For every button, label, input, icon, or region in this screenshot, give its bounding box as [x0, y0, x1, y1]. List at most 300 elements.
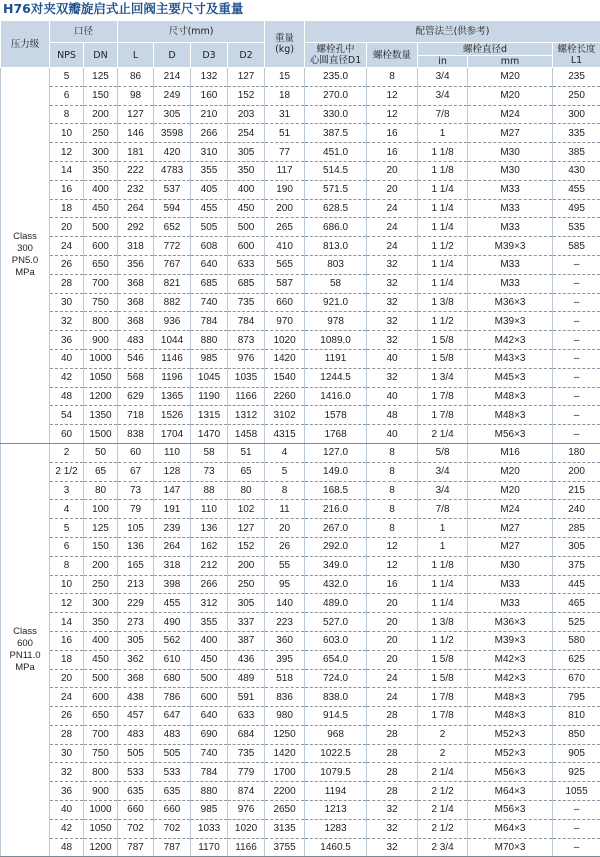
table-cell: 610 — [154, 650, 191, 669]
table-cell: 652 — [154, 218, 191, 237]
table-cell: – — [553, 406, 600, 425]
table-cell: 73 — [191, 462, 228, 481]
header-dimensions: 尺寸(mm) — [118, 21, 265, 43]
table-cell: 11 — [265, 500, 305, 519]
table-cell: 16 — [367, 124, 418, 143]
table-cell: 285 — [553, 519, 600, 538]
table-cell: 60 — [118, 443, 154, 462]
table-cell: 250 — [553, 86, 600, 105]
table-row — [1, 594, 600, 613]
table-cell: 784 — [191, 763, 228, 782]
table-cell: 250 — [84, 575, 118, 594]
table-cell: M24 — [468, 500, 553, 519]
table-cell: 6 — [50, 86, 84, 105]
table-cell: 266 — [191, 575, 228, 594]
header-bore: 口径 — [50, 21, 118, 43]
table-cell: 387.5 — [305, 124, 367, 143]
table-cell: 14 — [50, 613, 84, 632]
table-cell: 660 — [154, 801, 191, 820]
table-cell: 1 7/8 — [418, 406, 468, 425]
table-cell: 30 — [50, 293, 84, 312]
table-cell: 2 1/2 — [418, 782, 468, 801]
table-cell: 127.0 — [305, 443, 367, 462]
pressure-class-line: PN11.0 — [1, 650, 49, 662]
table-cell: 8 — [50, 105, 84, 124]
table-cell: 162 — [191, 537, 228, 556]
table-cell: 8 — [367, 519, 418, 538]
table-cell: 102 — [228, 500, 265, 519]
table-cell: 2 — [418, 725, 468, 744]
table-cell: 1050 — [84, 368, 118, 387]
table-cell: 483 — [118, 725, 154, 744]
table-cell: 740 — [191, 744, 228, 763]
table-cell: 750 — [84, 744, 118, 763]
table-cell: – — [553, 801, 600, 820]
table-cell: 20 — [367, 613, 418, 632]
table-cell: 702 — [154, 819, 191, 838]
table-cell: 125 — [84, 68, 118, 87]
table-cell: 660 — [118, 801, 154, 820]
table-cell: 150 — [84, 86, 118, 105]
table-cell: 1 — [418, 124, 468, 143]
table-cell: 1250 — [265, 725, 305, 744]
table-cell: 489.0 — [305, 594, 367, 613]
table-cell: 1460.5 — [305, 838, 367, 857]
table-cell: 400 — [228, 180, 265, 199]
table-row — [1, 368, 600, 387]
table-cell: 127 — [118, 105, 154, 124]
table-cell: 28 — [367, 744, 418, 763]
table-cell: 1166 — [228, 387, 265, 406]
table-cell: M48×3 — [468, 406, 553, 425]
table-cell: 1079.5 — [305, 763, 367, 782]
table-cell: 8 — [50, 556, 84, 575]
table-row — [1, 425, 600, 444]
table-cell: 232 — [118, 180, 154, 199]
table-cell: 136 — [191, 519, 228, 538]
table-cell: 432.0 — [305, 575, 367, 594]
table-cell: 28 — [367, 782, 418, 801]
table-cell: 1470 — [191, 425, 228, 444]
table-cell: 95 — [265, 575, 305, 594]
table-cell: 60 — [50, 425, 84, 444]
table-cell: 229 — [118, 594, 154, 613]
pressure-class-line: 600 — [1, 638, 49, 650]
header-nps: NPS — [50, 43, 84, 68]
table-cell: 350 — [84, 161, 118, 180]
table-cell: M56×3 — [468, 763, 553, 782]
table-cell: 318 — [118, 237, 154, 256]
table-cell: 12 — [50, 594, 84, 613]
table-cell: 20 — [50, 218, 84, 237]
table-row — [1, 406, 600, 425]
table-row — [1, 218, 600, 237]
table-cell: 312 — [191, 594, 228, 613]
pressure-class-line: 300 — [1, 243, 49, 255]
table-cell: 750 — [84, 293, 118, 312]
table-cell: 50 — [84, 443, 118, 462]
table-row — [1, 707, 600, 726]
table-cell: 1044 — [154, 331, 191, 350]
table-cell: 165 — [118, 556, 154, 575]
table-cell: 350 — [228, 161, 265, 180]
table-cell: 850 — [553, 725, 600, 744]
table-cell: M33 — [468, 180, 553, 199]
table-cell: 300 — [84, 143, 118, 162]
table-row — [1, 331, 600, 350]
table-cell: 1704 — [154, 425, 191, 444]
table-cell: 42 — [50, 368, 84, 387]
table-row — [1, 744, 600, 763]
table-cell: 1 1/4 — [418, 199, 468, 218]
table-cell: 305 — [553, 537, 600, 556]
table-cell: 3102 — [265, 406, 305, 425]
table-cell: 28 — [367, 763, 418, 782]
table-cell: 8 — [265, 481, 305, 500]
table-cell: 1200 — [84, 387, 118, 406]
table-cell: 36 — [50, 331, 84, 350]
table-cell: 385 — [553, 143, 600, 162]
table-cell: 152 — [228, 86, 265, 105]
table-cell: 168.5 — [305, 481, 367, 500]
table-cell: M36×3 — [468, 293, 553, 312]
table-cell: 48 — [50, 838, 84, 857]
table-cell: 2 — [50, 443, 84, 462]
table-cell: 1166 — [228, 838, 265, 857]
table-cell: 152 — [228, 537, 265, 556]
table-cell: 976 — [228, 801, 265, 820]
table-cell: 136 — [118, 537, 154, 556]
table-cell: 4 — [50, 500, 84, 519]
table-cell: 355 — [191, 161, 228, 180]
table-cell: 79 — [118, 500, 154, 519]
table-cell: 26 — [265, 537, 305, 556]
table-cell: 1 — [418, 519, 468, 538]
table-cell: 215 — [553, 481, 600, 500]
table-cell: 3598 — [154, 124, 191, 143]
table-cell: 1350 — [84, 406, 118, 425]
table-cell: 398 — [154, 575, 191, 594]
table-cell: 20 — [50, 669, 84, 688]
table-cell: 1540 — [265, 368, 305, 387]
table-cell: 420 — [154, 143, 191, 162]
table-cell: 640 — [191, 255, 228, 274]
table-cell: 300 — [553, 105, 600, 124]
table-cell: 368 — [118, 669, 154, 688]
table-row — [1, 349, 600, 368]
header-bolt-circle-line2: 心圆直径D1 — [310, 55, 361, 66]
table-cell: 24 — [50, 237, 84, 256]
table-cell: 400 — [191, 631, 228, 650]
table-cell: 772 — [154, 237, 191, 256]
table-cell: 4783 — [154, 161, 191, 180]
table-cell: 836 — [265, 688, 305, 707]
table-cell: 88 — [191, 481, 228, 500]
table-row — [1, 782, 600, 801]
table-cell: 28 — [50, 274, 84, 293]
table-row — [1, 462, 600, 481]
table-cell: 355 — [191, 613, 228, 632]
table-cell: 26 — [50, 707, 84, 726]
table-cell: 3/4 — [418, 481, 468, 500]
table-cell: 20 — [367, 594, 418, 613]
table-cell: – — [553, 387, 600, 406]
table-cell: 600 — [84, 237, 118, 256]
table-cell: 795 — [553, 688, 600, 707]
table-cell: 1700 — [265, 763, 305, 782]
table-cell: 500 — [191, 669, 228, 688]
table-cell: 580 — [553, 631, 600, 650]
table-cell: 40 — [50, 349, 84, 368]
table-cell: 24 — [50, 688, 84, 707]
table-cell: 8 — [367, 500, 418, 519]
table-cell: – — [553, 838, 600, 857]
table-cell: 14 — [50, 161, 84, 180]
table-cell: 387 — [228, 631, 265, 650]
table-cell: 110 — [154, 443, 191, 462]
table-cell: 58 — [191, 443, 228, 462]
table-cell: 1089.0 — [305, 331, 367, 350]
table-cell: 650 — [84, 255, 118, 274]
table-cell: 1315 — [191, 406, 228, 425]
table-cell: 349.0 — [305, 556, 367, 575]
table-cell: 810 — [553, 707, 600, 726]
table-cell: 2 1/4 — [418, 801, 468, 820]
table-cell: 2 1/4 — [418, 763, 468, 782]
table-cell: 368 — [118, 312, 154, 331]
table-cell: M36×3 — [468, 613, 553, 632]
pressure-class-line: Class — [1, 231, 49, 243]
table-cell: 625 — [553, 650, 600, 669]
table-cell: 105 — [118, 519, 154, 538]
table-row — [1, 688, 600, 707]
table-cell: 784 — [191, 312, 228, 331]
table-cell: 600 — [228, 237, 265, 256]
table-cell: 803 — [305, 255, 367, 274]
table-cell: 650 — [84, 707, 118, 726]
table-cell: 24 — [367, 199, 418, 218]
table-cell: 310 — [191, 143, 228, 162]
table-cell: 1 1/2 — [418, 312, 468, 331]
table-cell: M30 — [468, 556, 553, 575]
table-cell: 28 — [367, 707, 418, 726]
table-cell: 1020 — [265, 331, 305, 350]
table-cell: 985 — [191, 349, 228, 368]
table-cell: 16 — [367, 143, 418, 162]
table-cell: 438 — [118, 688, 154, 707]
table-cell: 65 — [84, 462, 118, 481]
table-cell: 483 — [118, 331, 154, 350]
header-d: D — [154, 43, 191, 68]
table-cell: 914.5 — [305, 707, 367, 726]
table-cell: 214 — [154, 68, 191, 87]
table-cell: – — [553, 293, 600, 312]
table-cell: M42×3 — [468, 669, 553, 688]
table-cell: M33 — [468, 199, 553, 218]
table-cell: 1 1/2 — [418, 237, 468, 256]
table-header — [1, 21, 600, 68]
table-cell: 51 — [265, 124, 305, 143]
table-cell: 32 — [367, 312, 418, 331]
table-cell: 400 — [84, 180, 118, 199]
table-cell: 976 — [228, 349, 265, 368]
table-cell: 628.5 — [305, 199, 367, 218]
header-mm: mm — [468, 56, 553, 68]
table-cell: 1 7/8 — [418, 688, 468, 707]
table-cell: 735 — [228, 744, 265, 763]
table-cell: – — [553, 331, 600, 350]
table-cell: 1 1/8 — [418, 143, 468, 162]
table-cell: 1194 — [305, 782, 367, 801]
table-cell: 686.0 — [305, 218, 367, 237]
dimensions-table — [0, 20, 600, 857]
table-cell: 980 — [265, 707, 305, 726]
table-cell: 514.5 — [305, 161, 367, 180]
table-cell: M64×3 — [468, 782, 553, 801]
table-cell: 1 1/2 — [418, 631, 468, 650]
table-row — [1, 161, 600, 180]
table-cell: 250 — [84, 124, 118, 143]
table-cell: 200 — [265, 199, 305, 218]
table-cell: M39×3 — [468, 237, 553, 256]
table-cell: 450 — [84, 650, 118, 669]
table-row — [1, 105, 600, 124]
pressure-class-line: Class — [1, 626, 49, 638]
table-cell: 647 — [154, 707, 191, 726]
table-cell: 330.0 — [305, 105, 367, 124]
pressure-class-line: MPa — [1, 662, 49, 674]
table-cell: 568 — [118, 368, 154, 387]
header-bolt-len: 螺栓长度L1 — [553, 43, 600, 68]
table-cell: 1 1/4 — [418, 575, 468, 594]
table-cell: M27 — [468, 519, 553, 538]
table-cell: 640 — [191, 707, 228, 726]
table-cell: 900 — [84, 331, 118, 350]
table-cell: 1458 — [228, 425, 265, 444]
table-cell: 318 — [154, 556, 191, 575]
table-cell: 140 — [265, 594, 305, 613]
table-cell: M43×3 — [468, 349, 553, 368]
table-row — [1, 669, 600, 688]
table-cell: 5 — [50, 68, 84, 87]
table-cell: 128 — [154, 462, 191, 481]
table-cell: 1312 — [228, 406, 265, 425]
table-cell: 28 — [367, 725, 418, 744]
table-cell: 125 — [84, 519, 118, 538]
table-cell: 16 — [367, 575, 418, 594]
table-cell: 505 — [154, 744, 191, 763]
table-cell: 882 — [154, 293, 191, 312]
table-cell: 127 — [228, 519, 265, 538]
table-cell: 670 — [553, 669, 600, 688]
table-cell: 350 — [84, 613, 118, 632]
table-cell: 968 — [305, 725, 367, 744]
table-cell: 127 — [228, 68, 265, 87]
table-cell: 1768 — [305, 425, 367, 444]
table-cell: 685 — [191, 274, 228, 293]
table-cell: M45×3 — [468, 368, 553, 387]
table-cell: 690 — [191, 725, 228, 744]
table-row — [1, 613, 600, 632]
table-cell: 31 — [265, 105, 305, 124]
header-weight-line1: 重量 — [275, 33, 294, 44]
table-cell: 235.0 — [305, 68, 367, 87]
table-cell: 800 — [84, 763, 118, 782]
table-cell: 223 — [265, 613, 305, 632]
table-cell: 767 — [154, 255, 191, 274]
header-d3: D3 — [191, 43, 228, 68]
table-cell: 12 — [367, 537, 418, 556]
table-cell: 1 1/4 — [418, 218, 468, 237]
table-cell: – — [553, 255, 600, 274]
table-cell: 594 — [154, 199, 191, 218]
table-cell: 190 — [265, 180, 305, 199]
table-row — [1, 312, 600, 331]
table-cell: 2 1/2 — [418, 819, 468, 838]
table-cell: 786 — [154, 688, 191, 707]
table-row — [1, 650, 600, 669]
table-cell: M20 — [468, 462, 553, 481]
table-cell: 222 — [118, 161, 154, 180]
table-cell: 40 — [367, 387, 418, 406]
table-cell: 571.5 — [305, 180, 367, 199]
table-cell: 264 — [118, 199, 154, 218]
table-cell: 702 — [118, 819, 154, 838]
table-cell: 86 — [118, 68, 154, 87]
table-cell: 483 — [154, 725, 191, 744]
table-cell: 718 — [118, 406, 154, 425]
table-row — [1, 838, 600, 857]
table-cell: 533 — [118, 763, 154, 782]
table-cell: 1190 — [191, 387, 228, 406]
table-cell: 838 — [118, 425, 154, 444]
table-cell: 160 — [191, 86, 228, 105]
table-cell: 546 — [118, 349, 154, 368]
table-cell: – — [553, 425, 600, 444]
table-cell: 8 — [367, 443, 418, 462]
table-cell: 489 — [228, 669, 265, 688]
table-cell: 400 — [84, 631, 118, 650]
table-cell: 1022.5 — [305, 744, 367, 763]
table-cell: 305 — [118, 631, 154, 650]
table-cell: 2650 — [265, 801, 305, 820]
table-cell: 784 — [228, 312, 265, 331]
table-cell: 1170 — [191, 838, 228, 857]
table-cell: 1365 — [154, 387, 191, 406]
table-cell: 150 — [84, 537, 118, 556]
table-cell: 77 — [265, 143, 305, 162]
table-cell: 54 — [50, 406, 84, 425]
table-cell: 1420 — [265, 349, 305, 368]
table-cell: 181 — [118, 143, 154, 162]
table-cell: 2 1/4 — [418, 425, 468, 444]
table-cell: 18 — [265, 86, 305, 105]
table-cell: 3135 — [265, 819, 305, 838]
table-cell: 936 — [154, 312, 191, 331]
table-cell: M27 — [468, 537, 553, 556]
table-cell: 1 5/8 — [418, 650, 468, 669]
table-cell: 305 — [228, 594, 265, 613]
table-body — [1, 68, 600, 857]
table-cell: M48×3 — [468, 688, 553, 707]
table-row — [1, 519, 600, 538]
table-cell: 430 — [553, 161, 600, 180]
table-cell: – — [553, 819, 600, 838]
table-row — [1, 556, 600, 575]
table-cell: 213 — [118, 575, 154, 594]
table-cell: 292.0 — [305, 537, 367, 556]
table-cell: 249 — [154, 86, 191, 105]
